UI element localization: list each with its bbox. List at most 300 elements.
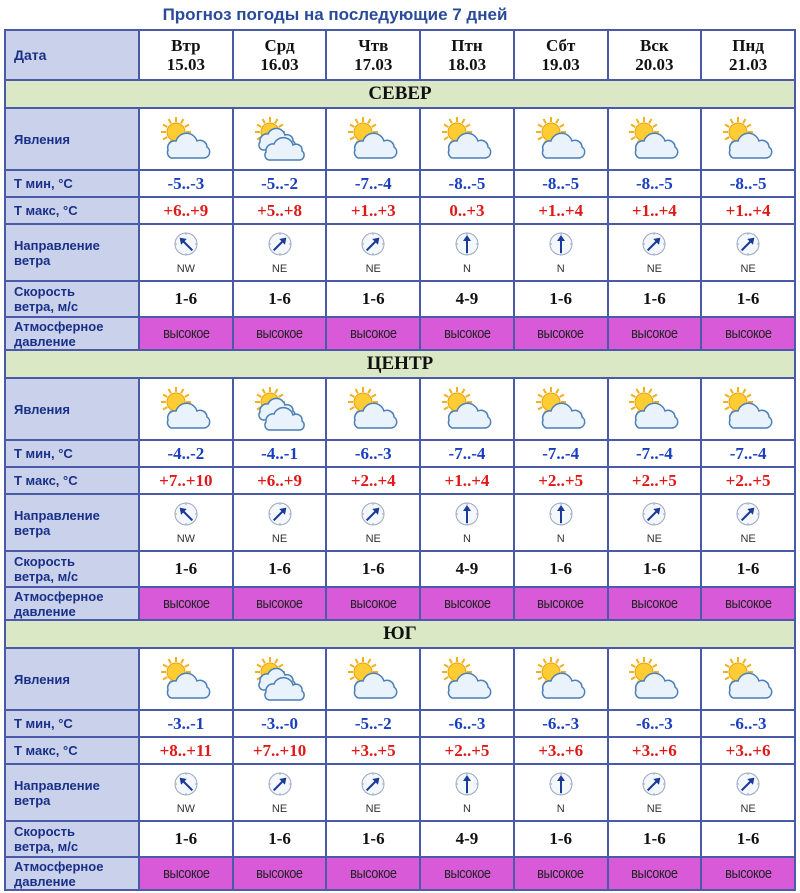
tmax-cell: [514, 197, 608, 224]
wind-speed-label-text-2: ветра, м/с: [14, 839, 79, 854]
region-header: [5, 80, 795, 108]
partly-cloudy-icon: [140, 656, 232, 702]
wind-speed-label-text: Скорость: [14, 554, 75, 569]
tmax-cell: [514, 467, 608, 494]
partly-cloudy-icon: [702, 386, 794, 432]
wind-direction-value: NE: [646, 262, 662, 275]
pressure-value: высокое: [350, 594, 397, 612]
wind-direction-row: [5, 764, 795, 821]
pressure-label-text: Атмосферное: [14, 858, 104, 874]
wind-speed-value: 4-9: [455, 289, 479, 308]
tmax-cell: [514, 737, 608, 764]
tmax-cell: [326, 467, 420, 494]
tmax-value: +1..+4: [725, 200, 771, 220]
tmin-cell: [420, 440, 514, 467]
tmin-value: -4..-1: [261, 443, 298, 463]
wind-direction-label: [5, 764, 139, 821]
wind-speed-label-text-2: ветра, м/с: [14, 299, 79, 314]
tmax-value: 0..+3: [449, 200, 485, 220]
tmax-value: +3..+5: [350, 740, 396, 760]
region-header: [5, 620, 795, 648]
tmax-cell: [326, 197, 420, 224]
wind-cell: [326, 764, 420, 821]
wind-direction-value: N: [556, 262, 565, 275]
speed-cell: [326, 551, 420, 587]
day-of-week: Втр: [171, 36, 201, 55]
wind-speed-value: 1-6: [736, 559, 760, 578]
tmin-row: [5, 170, 795, 197]
tmax-cell: [139, 197, 233, 224]
tmax-cell: [608, 467, 702, 494]
wind-speed-row: [5, 821, 795, 857]
tmax-cell: [233, 467, 327, 494]
header-row: [5, 30, 795, 80]
tmin-cell: [139, 710, 233, 737]
day-date: 19.03: [541, 55, 580, 74]
wind-compass-icon: [173, 771, 199, 802]
tmin-cell: [233, 170, 327, 197]
weather-cell: [608, 108, 702, 170]
wind-cell: [139, 764, 233, 821]
tmax-label-text: Т макс, °С: [14, 743, 78, 758]
wind-compass-icon: [360, 771, 386, 802]
wind-compass-icon: [641, 771, 667, 802]
tmax-value: +1..+4: [444, 470, 490, 490]
tmax-label: [5, 197, 139, 224]
tmax-label-text: Т макс, °С: [14, 473, 78, 488]
weather-cell: [139, 108, 233, 170]
tmin-value: -3..-0: [261, 713, 298, 733]
pressure-value: высокое: [162, 864, 210, 882]
tmax-cell: [420, 197, 514, 224]
tmax-value: +3..+6: [725, 740, 771, 760]
wind-direction-value: NE: [740, 532, 756, 545]
pressure-cell: [420, 317, 514, 350]
pressure-value: высокое: [350, 324, 397, 342]
wind-direction-label: [5, 224, 139, 281]
partly-cloudy-icon: [702, 116, 794, 162]
pressure-cell: [233, 317, 327, 350]
tmin-label-text: Т мин, °С: [14, 176, 73, 191]
wind-speed-value: 1-6: [643, 559, 666, 578]
pressure-label-text: Атмосферное: [14, 318, 104, 334]
tmin-label-text: Т мин, °С: [14, 716, 73, 731]
wind-direction-label-text: Направление: [14, 777, 100, 793]
partly-cloudy-icon: [327, 116, 419, 162]
tmin-cell: [139, 170, 233, 197]
wind-compass-icon: [267, 231, 293, 262]
day-of-week: Пнд: [732, 36, 764, 55]
partly-cloudy-icon: [327, 386, 419, 432]
wind-direction-label-text-2: ветра: [14, 792, 51, 808]
region-row: [5, 80, 795, 108]
wind-direction-row: [5, 494, 795, 551]
tmin-value: -7..-4: [729, 443, 767, 463]
pressure-label-text: Атмосферное: [14, 588, 104, 604]
partly-cloudy-icon: [515, 386, 607, 432]
wind-direction-value: NE: [271, 262, 288, 275]
day-date: 16.03: [260, 55, 299, 74]
tmax-value: +8..+11: [159, 740, 213, 760]
speed-cell: [420, 551, 514, 587]
tmax-value: +5..+8: [257, 200, 302, 220]
pressure-label-text-2: давление: [14, 603, 76, 619]
wind-compass-icon: [360, 501, 386, 532]
pressure-cell: [514, 587, 608, 620]
wind-direction-value: N: [556, 532, 565, 545]
day-date: 17.03: [354, 55, 393, 74]
wind-cell: [608, 494, 702, 551]
tmax-cell: [139, 467, 233, 494]
wind-direction-value: NE: [271, 802, 288, 815]
pressure-label-text-2: давление: [14, 873, 76, 889]
region-name: ЮГ: [383, 623, 417, 644]
speed-cell: [608, 281, 702, 317]
tmax-value: +2..+4: [350, 470, 396, 490]
wind-direction-value: NW: [176, 532, 196, 545]
phenomena-label-text: Явления: [14, 131, 70, 147]
phenomena-label: [5, 648, 139, 710]
tmin-value: -4..-2: [167, 443, 205, 463]
pressure-label-text-2: давление: [14, 333, 76, 349]
tmin-cell: [608, 710, 702, 737]
day-date: 15.03: [166, 55, 205, 74]
pressure-value: высокое: [443, 864, 491, 882]
weather-cell: [701, 108, 795, 170]
wind-compass-icon: [173, 231, 199, 262]
pressure-value: высокое: [724, 324, 772, 342]
tmax-cell: [701, 737, 795, 764]
wind-speed-value: 1-6: [268, 829, 291, 848]
date-label: [5, 30, 139, 80]
partly-cloudy-icon: [609, 116, 701, 162]
speed-cell: [701, 281, 795, 317]
tmin-cell: [420, 710, 514, 737]
tmin-label: [5, 710, 139, 737]
tmin-row: [5, 710, 795, 737]
wind-cell: [420, 494, 514, 551]
wind-direction-label-text-2: ветра: [14, 252, 51, 268]
wind-compass-icon: [735, 501, 761, 532]
wind-speed-row: [5, 551, 795, 587]
tmax-cell: [420, 737, 514, 764]
wind-speed-value: 1-6: [268, 559, 291, 578]
pressure-cell: [701, 317, 795, 350]
wind-speed-label: [5, 281, 139, 317]
speed-cell: [233, 551, 327, 587]
pressure-label: [5, 857, 139, 890]
wind-cell: [139, 494, 233, 551]
pressure-cell: [139, 587, 233, 620]
wind-compass-icon: [548, 501, 574, 532]
tmax-cell: [233, 197, 327, 224]
speed-cell: [701, 821, 795, 857]
tmin-row: [5, 440, 795, 467]
weather-cell: [701, 648, 795, 710]
wind-direction-value: NE: [646, 802, 662, 815]
wind-cell: [701, 494, 795, 551]
region-row: [5, 620, 795, 648]
pressure-cell: [139, 317, 233, 350]
tmax-value: +2..+5: [631, 470, 677, 490]
tmin-label: [5, 440, 139, 467]
weather-cell: [701, 378, 795, 440]
partly-cloudy-icon: [515, 116, 607, 162]
wind-direction-value: NW: [176, 262, 196, 275]
weather-cell: [420, 108, 514, 170]
weather-cell: [514, 108, 608, 170]
pressure-cell: [139, 857, 233, 890]
phenomena-label: [5, 378, 139, 440]
speed-cell: [139, 551, 233, 587]
tmax-cell: [420, 467, 514, 494]
day-of-week: Птн: [451, 36, 483, 55]
pressure-cell: [514, 317, 608, 350]
pressure-cell: [701, 857, 795, 890]
wind-speed-value: 1-6: [549, 559, 572, 578]
wind-direction-value: N: [462, 532, 471, 545]
day-of-week: Вск: [640, 36, 669, 55]
page-title-text: Прогноз погоды на последующие 7 дней: [162, 5, 508, 24]
wind-speed-label-text: Скорость: [14, 284, 75, 299]
weather-cell: [139, 378, 233, 440]
tmax-cell: [139, 737, 233, 764]
wind-direction-value: N: [462, 802, 471, 815]
pressure-cell: [233, 587, 327, 620]
wind-speed-value: 1-6: [736, 829, 760, 848]
tmin-cell: [701, 170, 795, 197]
weather-cell: [420, 648, 514, 710]
pressure-cell: [608, 587, 702, 620]
partly-cloudy-icon: [515, 656, 607, 702]
speed-cell: [233, 281, 327, 317]
phenomena-row: [5, 378, 795, 440]
wind-cell: [233, 764, 327, 821]
wind-cell: [701, 224, 795, 281]
day-date: 20.03: [635, 55, 674, 74]
wind-speed-label: [5, 551, 139, 587]
tmin-value: -6..-3: [635, 713, 673, 733]
speed-cell: [233, 821, 327, 857]
weather-cell: [326, 648, 420, 710]
tmin-value: -8..-5: [635, 173, 673, 193]
pressure-value: высокое: [443, 594, 491, 612]
pressure-cell: [514, 857, 608, 890]
wind-compass-icon: [641, 501, 667, 532]
wind-direction-label-text: Направление: [14, 237, 100, 253]
pressure-value: высокое: [537, 864, 584, 882]
tmax-cell: [233, 737, 327, 764]
partly-cloudy-icon: [327, 656, 419, 702]
tmin-value: -5..-2: [354, 713, 392, 733]
partly-cloudy-icon: [140, 116, 232, 162]
tmin-cell: [139, 440, 233, 467]
day-header: [139, 30, 233, 80]
partly-cloudy-icon: [609, 656, 701, 702]
cloudy-icon: [234, 116, 326, 162]
tmin-value: -6..-3: [448, 713, 486, 733]
wind-speed-value: 1-6: [361, 829, 385, 848]
pressure-cell: [326, 857, 420, 890]
weather-cell: [608, 648, 702, 710]
tmin-cell: [514, 440, 608, 467]
tmax-cell: [701, 197, 795, 224]
pressure-value: высокое: [537, 324, 584, 342]
wind-speed-label-text-2: ветра, м/с: [14, 569, 79, 584]
wind-cell: [233, 224, 327, 281]
wind-direction-value: NE: [365, 262, 381, 275]
day-date: 21.03: [728, 55, 768, 74]
tmin-cell: [701, 440, 795, 467]
tmax-cell: [701, 467, 795, 494]
tmin-value: -7..-4: [354, 173, 392, 193]
tmin-value: -3..-1: [167, 713, 205, 733]
wind-speed-row: [5, 281, 795, 317]
partly-cloudy-icon: [421, 386, 513, 432]
tmin-value: -8..-5: [729, 173, 767, 193]
pressure-cell: [420, 857, 514, 890]
region-row: [5, 350, 795, 378]
tmax-value: +3..+6: [631, 740, 677, 760]
pressure-value: высокое: [443, 324, 491, 342]
day-header: [420, 30, 514, 80]
day-of-week: Срд: [264, 36, 295, 55]
phenomena-label-text: Явления: [14, 401, 70, 417]
speed-cell: [608, 821, 702, 857]
wind-direction-label: [5, 494, 139, 551]
wind-speed-label: [5, 821, 139, 857]
pressure-cell: [608, 317, 702, 350]
pressure-cell: [326, 587, 420, 620]
weather-cell: [233, 648, 327, 710]
pressure-value: высокое: [631, 324, 678, 342]
wind-cell: [514, 764, 608, 821]
tmin-label: [5, 170, 139, 197]
pressure-value: высокое: [256, 864, 303, 882]
tmax-value: +1..+4: [538, 200, 584, 220]
wind-compass-icon: [735, 231, 761, 262]
tmin-value: -5..-3: [167, 173, 205, 193]
speed-cell: [701, 551, 795, 587]
pressure-row: [5, 317, 795, 350]
tmax-value: +6..+9: [257, 470, 302, 490]
tmin-value: -8..-5: [448, 173, 486, 193]
wind-compass-icon: [454, 501, 480, 532]
day-date: 18.03: [447, 55, 487, 74]
pressure-cell: [233, 857, 327, 890]
weather-cell: [514, 648, 608, 710]
tmax-value: +3..+6: [538, 740, 584, 760]
wind-compass-icon: [173, 501, 199, 532]
speed-cell: [326, 281, 420, 317]
tmax-label-text: Т макс, °С: [14, 203, 78, 218]
wind-direction-value: NE: [365, 802, 381, 815]
tmin-value: -7..-4: [542, 443, 580, 463]
wind-speed-value: 4-9: [455, 559, 479, 578]
weather-cell: [326, 108, 420, 170]
forecast-table: [4, 29, 796, 891]
wind-cell: [608, 224, 702, 281]
pressure-value: высокое: [631, 864, 678, 882]
partly-cloudy-icon: [702, 656, 794, 702]
tmin-cell: [326, 170, 420, 197]
wind-compass-icon: [735, 771, 761, 802]
phenomena-label: [5, 108, 139, 170]
wind-speed-value: 4-9: [455, 829, 479, 848]
day-header: [326, 30, 420, 80]
wind-cell: [608, 764, 702, 821]
page-title: [0, 5, 800, 25]
wind-compass-icon: [454, 231, 480, 262]
wind-speed-value: 1-6: [174, 289, 198, 308]
tmax-cell: [326, 737, 420, 764]
region-name: СЕВЕР: [368, 83, 432, 104]
wind-compass-icon: [267, 771, 293, 802]
wind-cell: [514, 224, 608, 281]
wind-compass-icon: [548, 231, 574, 262]
wind-cell: [233, 494, 327, 551]
wind-direction-value: NE: [740, 802, 756, 815]
wind-speed-value: 1-6: [174, 829, 198, 848]
wind-direction-value: NE: [740, 262, 756, 275]
day-of-week: Чтв: [358, 36, 389, 55]
weather-cell: [608, 378, 702, 440]
tmin-cell: [326, 710, 420, 737]
tmax-label: [5, 467, 139, 494]
pressure-value: высокое: [537, 594, 584, 612]
pressure-label: [5, 587, 139, 620]
tmax-value: +1..+3: [350, 200, 396, 220]
wind-compass-icon: [548, 771, 574, 802]
tmin-cell: [326, 440, 420, 467]
tmax-value: +6..+9: [163, 200, 209, 220]
tmin-cell: [514, 710, 608, 737]
wind-direction-value: NW: [176, 802, 196, 815]
weather-cell: [233, 378, 327, 440]
wind-cell: [514, 494, 608, 551]
wind-direction-value: NE: [365, 532, 381, 545]
wind-direction-label-text: Направление: [14, 507, 100, 523]
weather-cell: [326, 378, 420, 440]
speed-cell: [139, 281, 233, 317]
region-name: ЦЕНТР: [366, 353, 434, 374]
wind-cell: [701, 764, 795, 821]
speed-cell: [139, 821, 233, 857]
tmin-cell: [233, 710, 327, 737]
wind-cell: [420, 764, 514, 821]
weather-cell: [139, 648, 233, 710]
phenomena-row: [5, 648, 795, 710]
wind-speed-value: 1-6: [549, 289, 572, 308]
wind-compass-icon: [641, 231, 667, 262]
tmin-cell: [608, 440, 702, 467]
tmax-value: +2..+5: [725, 470, 771, 490]
tmin-value: -5..-2: [261, 173, 298, 193]
pressure-value: высокое: [162, 324, 210, 342]
day-header: [514, 30, 608, 80]
wind-direction-value: NE: [646, 532, 662, 545]
speed-cell: [514, 551, 608, 587]
speed-cell: [514, 281, 608, 317]
wind-speed-value: 1-6: [643, 289, 666, 308]
day-header: [233, 30, 327, 80]
tmax-row: [5, 197, 795, 224]
pressure-cell: [326, 317, 420, 350]
pressure-value: высокое: [256, 594, 303, 612]
wind-cell: [326, 224, 420, 281]
tmin-value: -7..-4: [448, 443, 486, 463]
day-header: [701, 30, 795, 80]
